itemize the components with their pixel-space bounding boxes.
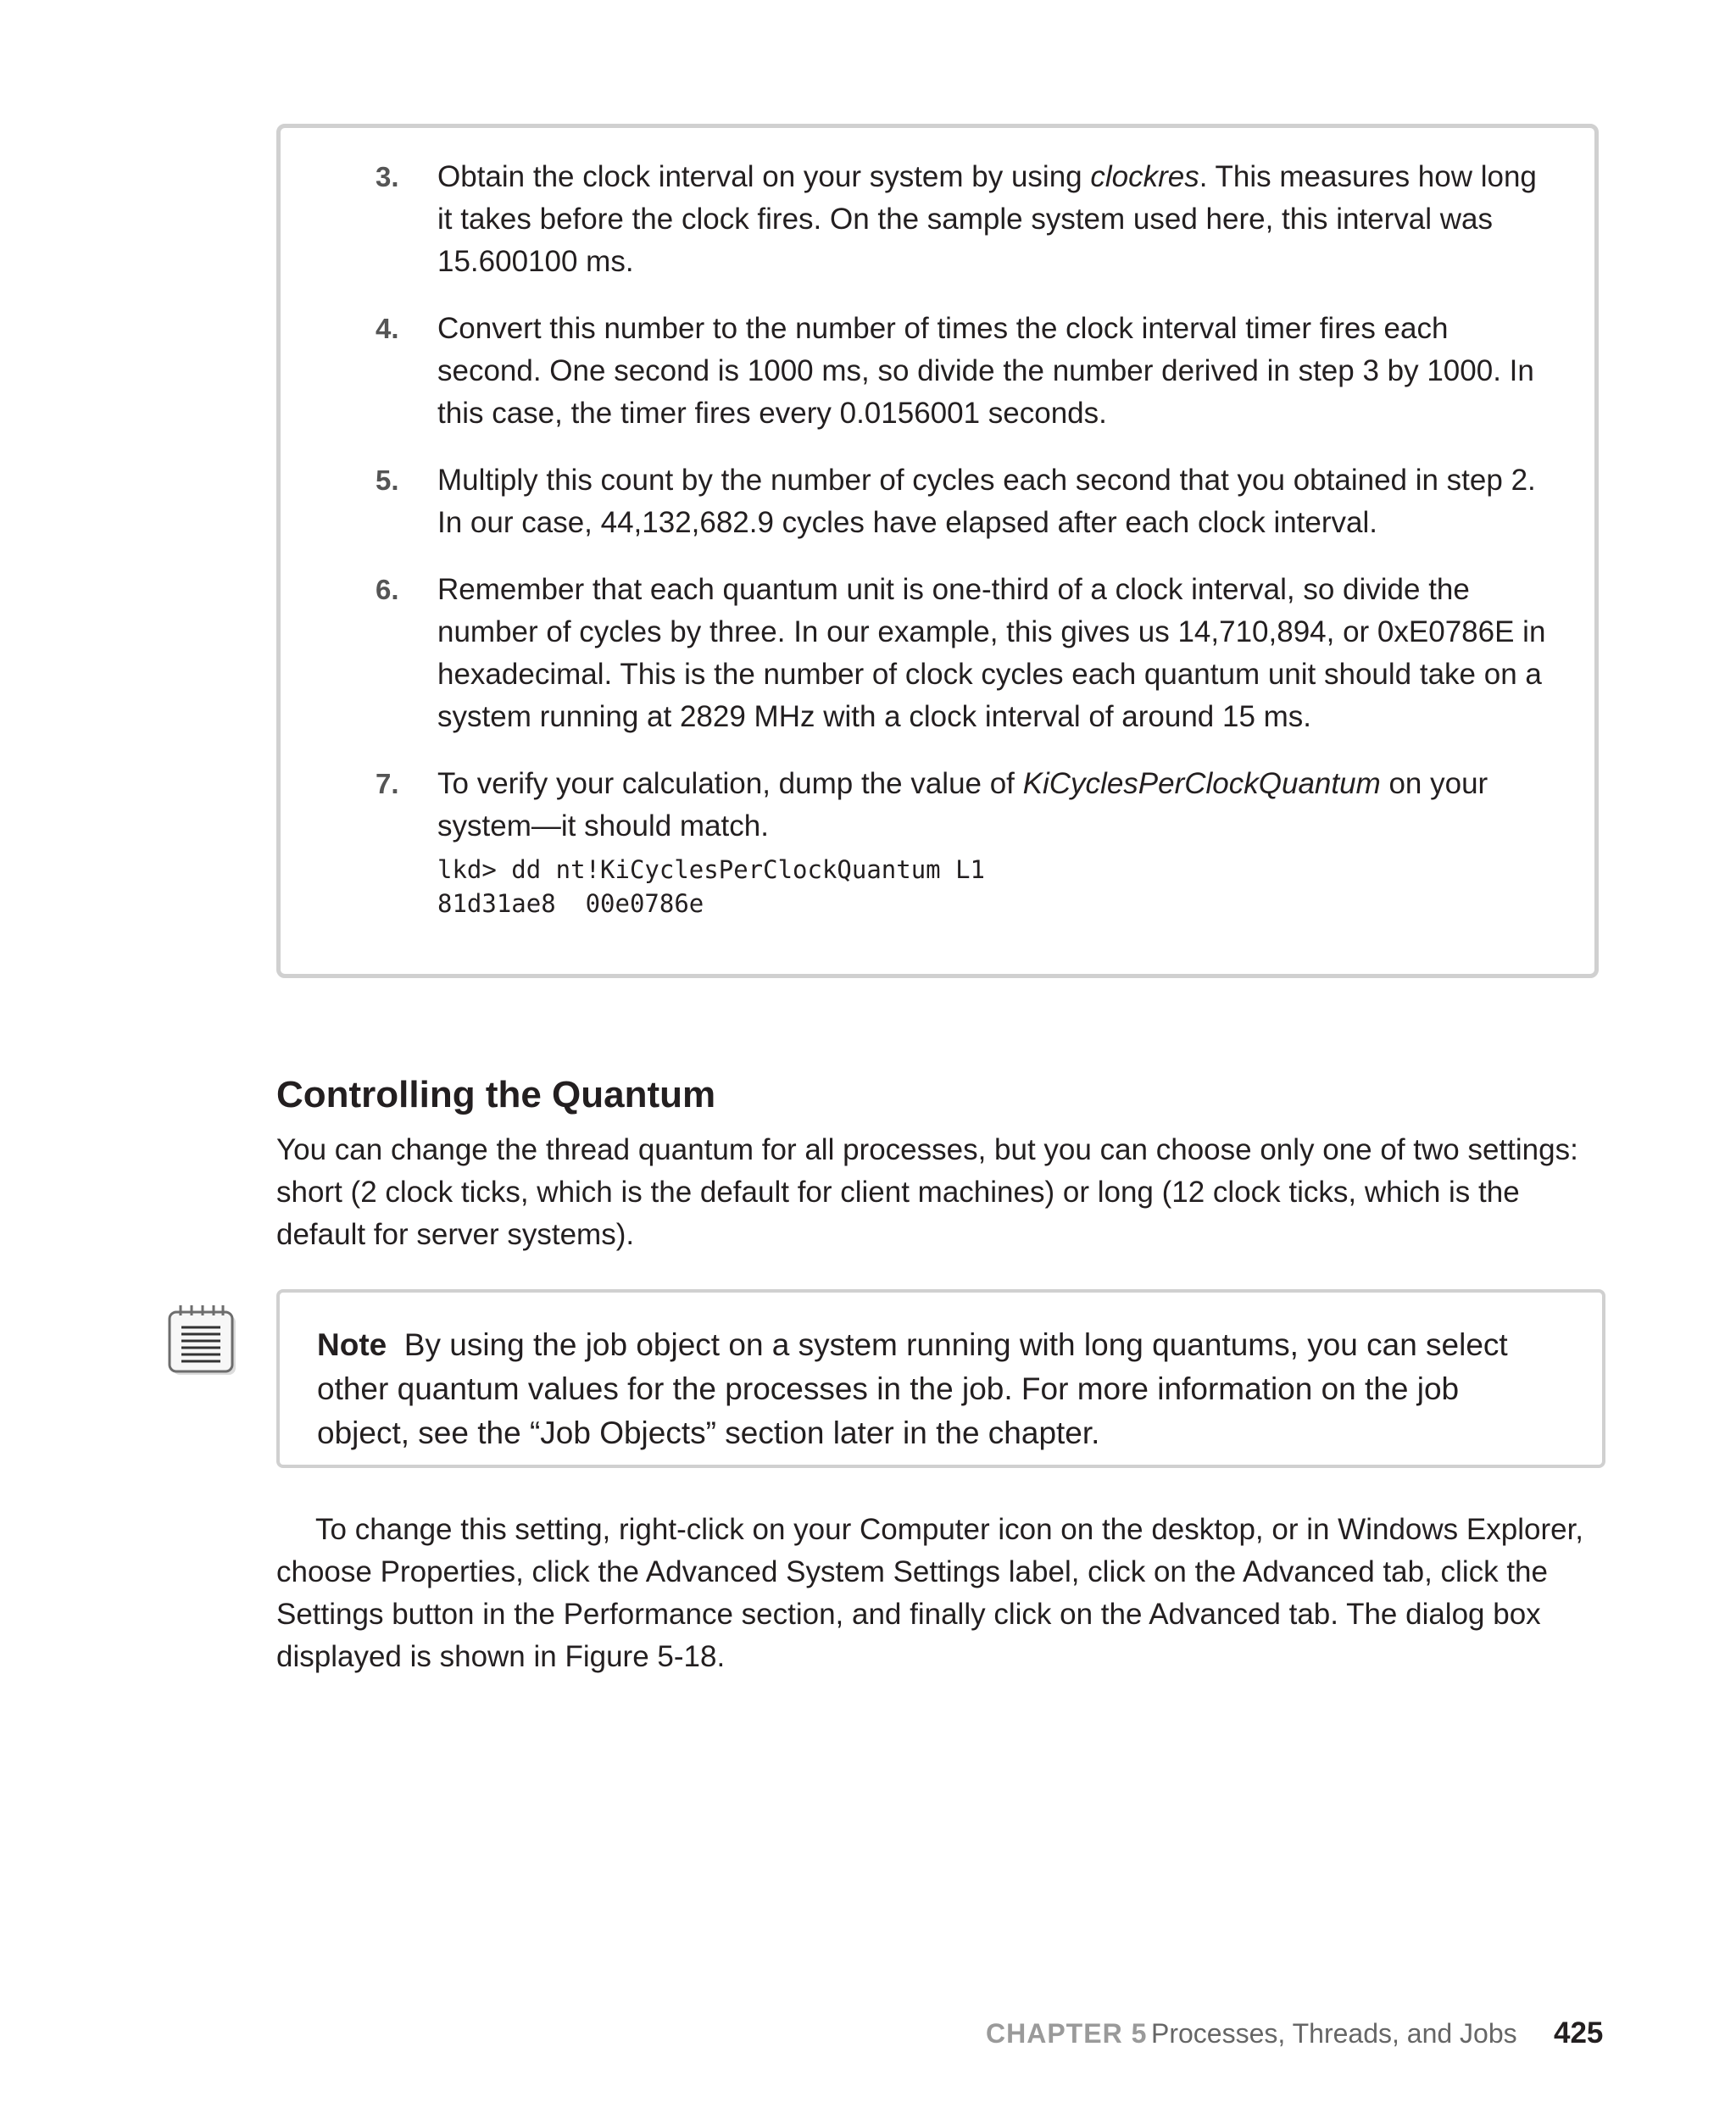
- step-number: 7.: [376, 768, 399, 799]
- variable-name: KiCyclesPerClockQuantum: [1022, 767, 1381, 800]
- experiment-box: [276, 124, 1599, 978]
- section-intro-paragraph: You can change the thread quantum for all processes, but you can choose only one of two settings: short (2 clock ticks, which is the default for client machines) or long (12 clock ticks, which is the default for server systems).: [276, 1133, 1578, 1251]
- step-number: 6.: [376, 574, 399, 605]
- step-text: Convert this number to the number of times the clock interval timer fires each second. One second is 1000 ms, so divide the number derived in step 3 by 1000. In this case, the timer fires every 0.0156001 seconds.: [437, 312, 1534, 430]
- code-line: 81d31ae8 00e0786e: [437, 889, 704, 918]
- step-list: [281, 156, 1594, 945]
- step-item: [281, 569, 1594, 738]
- footer-chapter: CHAPTER 5: [986, 2018, 1148, 2049]
- step-number: 5.: [376, 464, 399, 496]
- note-label: Note: [317, 1327, 387, 1362]
- page-footer: [0, 2012, 1736, 2055]
- step-item: [281, 156, 1594, 283]
- step-item: [281, 459, 1594, 544]
- note-text: [317, 1323, 1560, 1455]
- tool-name: clockres: [1090, 160, 1199, 193]
- page-number: 425: [1554, 2016, 1604, 2049]
- code-block: [437, 853, 1552, 920]
- note-box: [276, 1289, 1605, 1468]
- step-number: 4.: [376, 313, 399, 344]
- step-number: 3.: [376, 161, 399, 192]
- step-text: Remember that each quantum unit is one-third of a clock interval, so divide the number of cycles by three. In our example, this gives us 14,710,894, or 0xE0786E in hexadecimal. This is the number of clock cycles each quantum unit should take on a system running at 2829 MHz with a clock interval of around 15 ms.: [437, 573, 1546, 733]
- step-item: [281, 763, 1594, 920]
- section-heading: Controlling the Quantum: [276, 1074, 716, 1115]
- step-text: To verify your calculation, dump the value of KiCyclesPerClockQuantum on your system—it should match.: [437, 767, 1488, 843]
- notepad-icon: [166, 1304, 241, 1382]
- code-line: lkd> dd nt!KiCyclesPerClockQuantum L1: [437, 855, 986, 884]
- footer-chapter-title: Processes, Threads, and Jobs: [1151, 2018, 1517, 2049]
- step-item: [281, 308, 1594, 435]
- body-paragraph: To change this setting, right-click on your Computer icon on the desktop, or in Windows Explorer, choose Properties, click the Advanced System Settings label, click on the Advanced tab, click the Settings button in the Performance section, and finally click on the Advanced tab. The dialog box displayed is shown in Figure 5-18.: [276, 1513, 1584, 1673]
- step-text: Multiply this count by the number of cycles each second that you obtained in step 2. In our case, 44,132,682.9 cycles have elapsed after each clock interval.: [437, 464, 1536, 539]
- note-body: By using the job object on a system running with long quantums, you can select other quantum values for the processes in the job. For more information on the job object, see the “Job Objects” section later in the chapter.: [317, 1327, 1508, 1450]
- step-text: Obtain the clock interval on your system by using clockres. This measures how long it takes before the clock fires. On the sample system used here, this interval was 15.600100 ms.: [437, 160, 1537, 278]
